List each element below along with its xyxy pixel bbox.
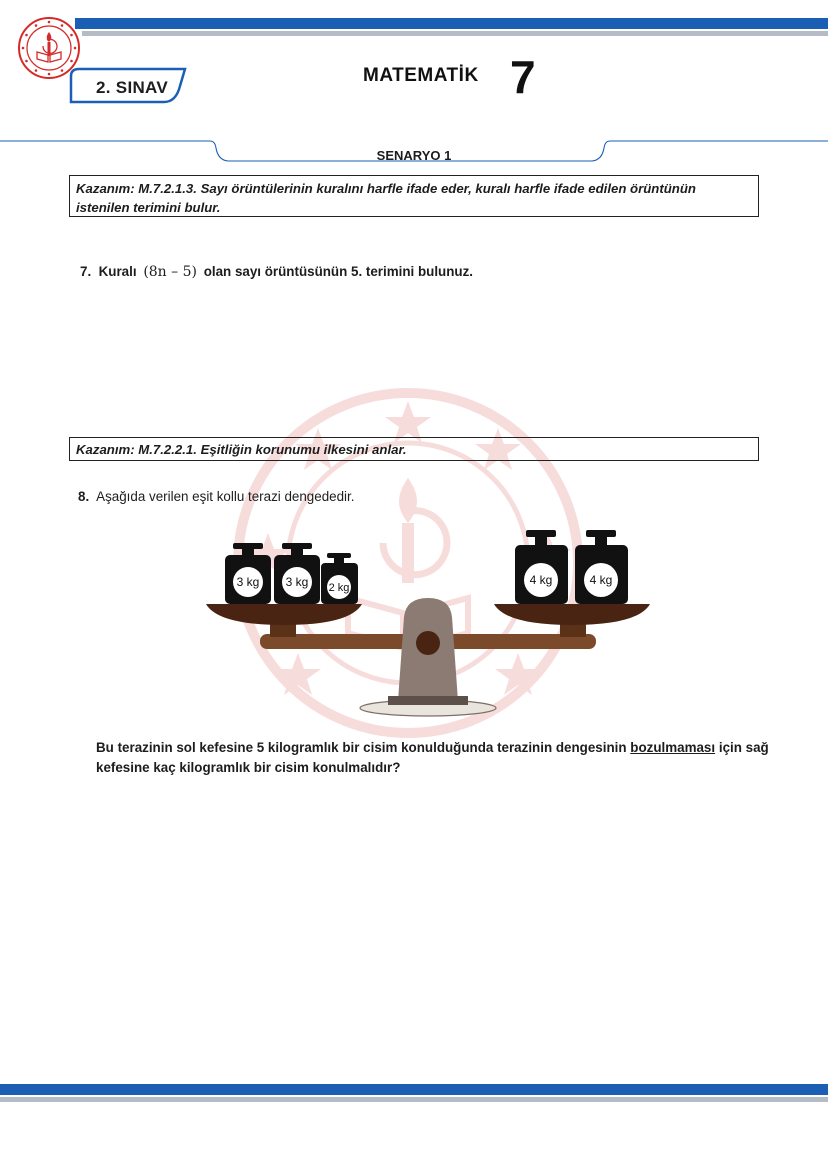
question-number: 7.: [80, 264, 92, 279]
header-top-bar: [75, 18, 828, 29]
subject-title: MATEMATİK: [363, 65, 479, 86]
footer-accent-bar: [0, 1097, 828, 1102]
weight-label: 4 kg: [529, 573, 553, 587]
header-accent-bar: [82, 31, 828, 36]
question-intro: Aşağıda verilen eşit kollu terazi dengededir.: [96, 489, 355, 504]
question-text: olan sayı örüntüsünün 5. terimini bulunuz.: [203, 264, 474, 279]
weight-right-2: [575, 530, 628, 604]
weight-right-1: [515, 530, 568, 604]
question-7: [80, 264, 473, 280]
question-8-prompt: [96, 738, 776, 778]
scenario-title: SENARYO 1: [376, 148, 452, 163]
weight-left-3: [321, 553, 358, 604]
question-8: [78, 489, 354, 504]
stand-foot: [388, 696, 468, 705]
learning-outcome-text: Kazanım: M.7.2.2.1. Eşitliğin korunumu ilkesini anlar.: [76, 442, 407, 457]
prompt-text: için sağ kefesine kaç kilogramlık bir cisim konulmalıdır?: [96, 740, 769, 775]
weight-left-2: [274, 543, 320, 604]
footer-bar: [0, 1084, 828, 1095]
prompt-underlined-word: bozulmaması: [630, 740, 716, 755]
right-pan: [494, 604, 650, 625]
question-text: Kuralı: [98, 264, 137, 279]
left-pan: [206, 604, 362, 625]
pattern-rule-expression: (8n – 5): [143, 264, 197, 280]
grade-number: 7: [510, 51, 536, 103]
prompt-text: Bu terazinin sol kefesine 5 kilogramlık bir cisim konulduğunda terazinin dengesinin: [96, 740, 627, 755]
weight-label: 3 kg: [285, 575, 309, 589]
scale-pivot: [416, 631, 440, 655]
weight-label: 3 kg: [236, 575, 260, 589]
learning-outcome-box: [69, 437, 759, 461]
balance-scale-illustration: [200, 525, 660, 725]
learning-outcome-box: [69, 175, 759, 217]
question-number: 8.: [78, 489, 90, 504]
weight-label: 2 kg: [328, 582, 350, 594]
weight-label: 4 kg: [589, 573, 613, 587]
weight-left-1: [225, 543, 271, 604]
exam-label: 2. SINAV: [96, 78, 168, 97]
learning-outcome-text: Kazanım: M.7.2.1.3. Sayı örüntülerinin kuralını harfle ifade eder, kuralı harfle ifade edilen örüntünün istenilen terimini bulur.: [76, 181, 696, 215]
